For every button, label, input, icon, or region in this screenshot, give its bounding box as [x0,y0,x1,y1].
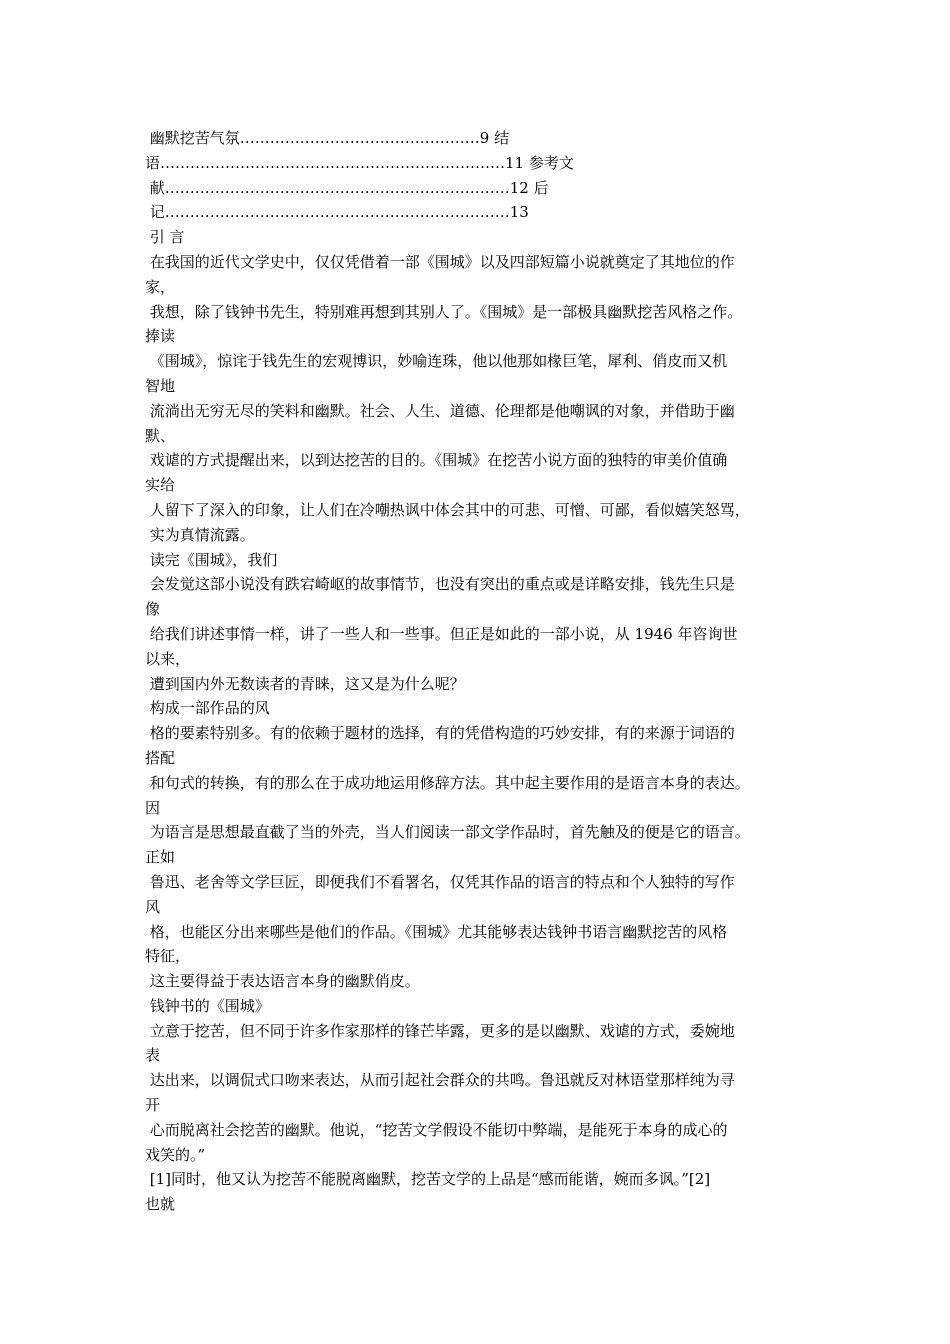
text-line: 我想，除了钱钟书先生，特别难再想到其别人了。《围城》是一部极具幽默挖苦风格之作。 [145,302,743,321]
text-line: 记……………………………………………………………13 [145,203,529,222]
text-line: 幽默挖苦气氛…………………………………………9 结 [145,129,510,147]
text-line: 构成一部作品的风 [145,699,270,718]
text-line: 搭配 [145,748,176,767]
text-line: 也就 [145,1195,176,1214]
document-body [145,126,825,1217]
text-line: 实给 [145,476,176,495]
text-line: 流淌出无穷无尽的笑料和幽默。社会、人生、道德、伦理都是他嘲讽的对象，并借助于幽 [145,401,735,420]
text-line: 格的要素特别多。有的依赖于题材的选择，有的凭借构造的巧妙安排，有的来源于词语的 [145,724,735,743]
text-line: 《围城》，惊诧于钱先生的宏观博识，妙喻连珠，他以他那如椽巨笔，犀利、俏皮而又机 [145,352,728,371]
text-line: 正如 [145,848,176,867]
text-line: [1]同时，他又认为挖苦不能脱离幽默，挖苦文学的上品是“感而能谐，婉而多讽。”[2] [145,1170,711,1189]
text-line: 人留下了深入的印象，让人们在冷嘲热讽中体会其中的可悲、可憎、可鄙，看似嬉笑怒骂， [145,500,750,519]
text-line: 达出来，以调侃式口吻来表达，从而引起社会群众的共鸣。鲁迅就反对林语堂那样纯为寻 [145,1071,735,1090]
text-line: 开 [145,1096,161,1115]
text-line: 特征， [145,947,191,966]
text-line: 智地 [145,376,176,395]
text-line: 实为真情流露。 [145,525,255,544]
text-line: 读完《围城》，我们 [145,550,278,569]
text-line: 家， [145,277,176,296]
text-line: 语……………………………………………………………11 参考文 [145,153,574,172]
text-line: 表 [145,1046,161,1065]
text-line: 风 [145,897,161,916]
text-line: 格，也能区分出来哪些是他们的作品。《围城》尤其能够表达钱钟书语言幽默挖苦的风格 [145,922,728,941]
text-line: 鲁迅、老舍等文学巨匠，即便我们不看署名，仅凭其作品的语言的特点和个人独特的写作 [145,872,735,891]
text-line: 和句式的转换，有的那么在于成功地运用修辞方法。其中起主要作用的是语言本身的表达。 [145,773,750,792]
text-line: 在我国的近代文学史中，仅仅凭借着一部《围城》以及四部短篇小说就奠定了其地位的作 [145,252,735,271]
text-line: 钱钟书的《围城》 [145,996,270,1015]
text-line: 为语言是思想最直截了当的外壳，当人们阅读一部文学作品时，首先触及的便是它的语言。 [145,823,750,842]
text-line: 会发觉这部小说没有跌宕崎岖的故事情节，也没有突出的重点或是详略安排，钱先生只是 [145,575,735,594]
text-line: 立意于挖苦，但不同于许多作家那样的锋芒毕露，更多的是以幽默、戏谑的方式，委婉地 [145,1021,735,1040]
text-line: 戏笑的。” [145,1145,206,1164]
section-heading: 引 言 [145,228,185,247]
text-line: 给我们讲述事情一样，讲了一些人和一些事。但正是如此的一部小说，从 1946 年咨询世 [145,624,738,643]
text-line: 以来， [145,649,191,668]
text-line: 因 [145,798,161,817]
text-line: 遭到国内外无数读者的青睐，这又是为什么呢？ [145,674,465,693]
text-line: 默、 [145,426,176,445]
text-line: 这主要得益于表达语言本身的幽默俏皮。 [145,972,420,991]
text-line: 戏谑的方式提醒出来，以到达挖苦的目的。《围城》在挖苦小说方面的独特的审美价值确 [145,451,728,470]
text-line: 像 [145,600,161,619]
text-line: 献……………………………………………………………12 后 [145,178,549,197]
text-line: 捧读 [145,327,176,346]
text-line: 心而脱离社会挖苦的幽默。他说，“挖苦文学假设不能切中弊端，是能死于本身的成心的 [145,1120,728,1139]
